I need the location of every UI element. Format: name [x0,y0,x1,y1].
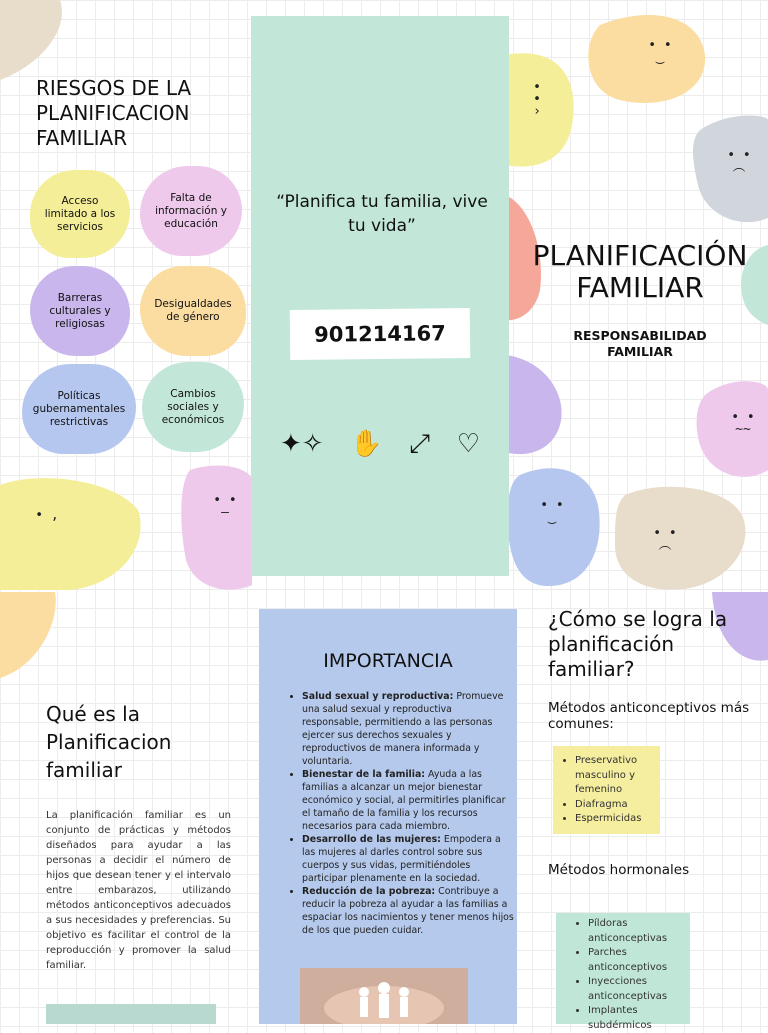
risk-bubble [140,166,242,256]
risk-label: Políticas gubernamentales restrictivas [32,389,126,428]
hormonales-note [556,913,690,1031]
risk-bubble [142,362,244,452]
item-heading: Salud sexual y reproductiva: [302,691,454,702]
cover-quote: “Planifica tu familia, vive tu vida” [276,192,488,236]
como-title: ¿Cómo se logra la planificación familiar? [548,607,728,681]
comunes-title: Métodos anticonceptivos más comunes: [548,700,750,732]
list-item: • Inyecciones anticonceptivas [588,975,690,1004]
list-item: • Píldoras anticonceptivas [588,917,690,946]
sad-face-icon: • • ︵ [727,148,751,175]
list-item [302,690,514,768]
risk-bubble [30,170,130,258]
illustration-image [46,1004,216,1024]
smile-face-icon: • • ‿ [540,498,564,525]
risk-label: Acceso limitado a los servicios [44,194,116,233]
risk-label: Falta de información y educación [155,191,227,230]
importancia-list [286,690,514,937]
list-item [302,768,514,833]
list-item [302,885,514,937]
wink-face-icon: • • › [533,80,541,119]
item-text: Contribuye a reducir la pobreza al ayudar a las familias a espaciar los nacimientos y tener menos hijos de los que pueden cuidar. [302,886,514,936]
main-subtitle: RESPONSABILIDAD FAMILIAR [573,328,707,359]
main-title: PLANIFICACIÓN FAMILIAR [532,239,748,304]
risk-label: Barreras culturales y religiosas [49,291,111,330]
sparkles-icon: ✦✧ [280,429,324,459]
item-heading: Bienestar de la familia: [302,769,426,780]
item-text: Ayuda a las familias a alcanzar un mejor bienestar económico y social, al permitirles planificar el tamaño de la familia y los recursos necesarios para cada miembro. [302,769,506,832]
list-item: • Diafragma [575,798,660,813]
family-photo [300,968,468,1024]
list-item: • Preservativo masculino y femenino [575,754,660,798]
list-item: • Parches anticonceptivos [588,946,690,975]
risk-bubble [30,266,130,356]
arrows-icon: ⤢ [409,429,431,459]
risk-bubble [22,364,136,454]
list-item: • Espermicidas [575,812,660,827]
risk-label: Desigualdades de género [154,298,232,323]
que-es-title: Qué es la Planificacion familiar [46,702,172,782]
hormonales-title: Métodos hormonales [548,862,690,878]
item-heading: Desarrollo de las mujeres: [302,834,441,845]
wavy-face-icon: • • ~~ [731,410,755,437]
item-heading: Reducción de la pobreza: [302,886,436,897]
importancia-title: IMPORTANCIA [323,650,453,672]
list-item [302,833,514,885]
risks-title: RIESGOS DE LA PLANIFICACION FAMILIAR [36,76,192,150]
que-es-text: La planificación familiar es un conjunto de prácticas y métodos diseñados para ayudar a las personas a decidir el número de hijos que desean tener y el intervalo entre embarazos, utilizando métodos anticonceptivos adecuados a sus necesidades y preferencias. Su objetivo es facilitar el control de la reproducción y promover la salud familiar. [46,810,231,971]
smile-face-icon: • • ‿ [648,38,672,65]
sad-face-icon: • • ︵ [653,526,677,553]
phone-number: 901214167 [290,308,471,360]
hormonales-list [556,917,690,1033]
wink-face-icon: • , [35,508,59,523]
hand-icon: ✋ [350,429,383,459]
cover-icons [280,428,480,460]
comunes-note [553,746,660,834]
item-text: Promueve una salud sexual y reproductiva responsable, permitiendo a las personas ejercer sus derechos sexuales y reproductivos de manera informada y voluntaria. [302,691,504,767]
risk-bubble [140,266,246,356]
item-text: Empodera a las mujeres al darles control sobre sus cuerpos y sus vidas, permitiéndoles participar plenamente en la sociedad. [302,834,501,884]
neutral-face-icon: • • — [213,493,237,520]
heart-hand-icon: ♡ [456,429,480,459]
cover-panel [251,16,509,576]
list-item: • Implantes subdérmicos [588,1004,690,1033]
comunes-list [553,754,660,827]
risk-label: Cambios sociales y económicos [161,387,225,426]
